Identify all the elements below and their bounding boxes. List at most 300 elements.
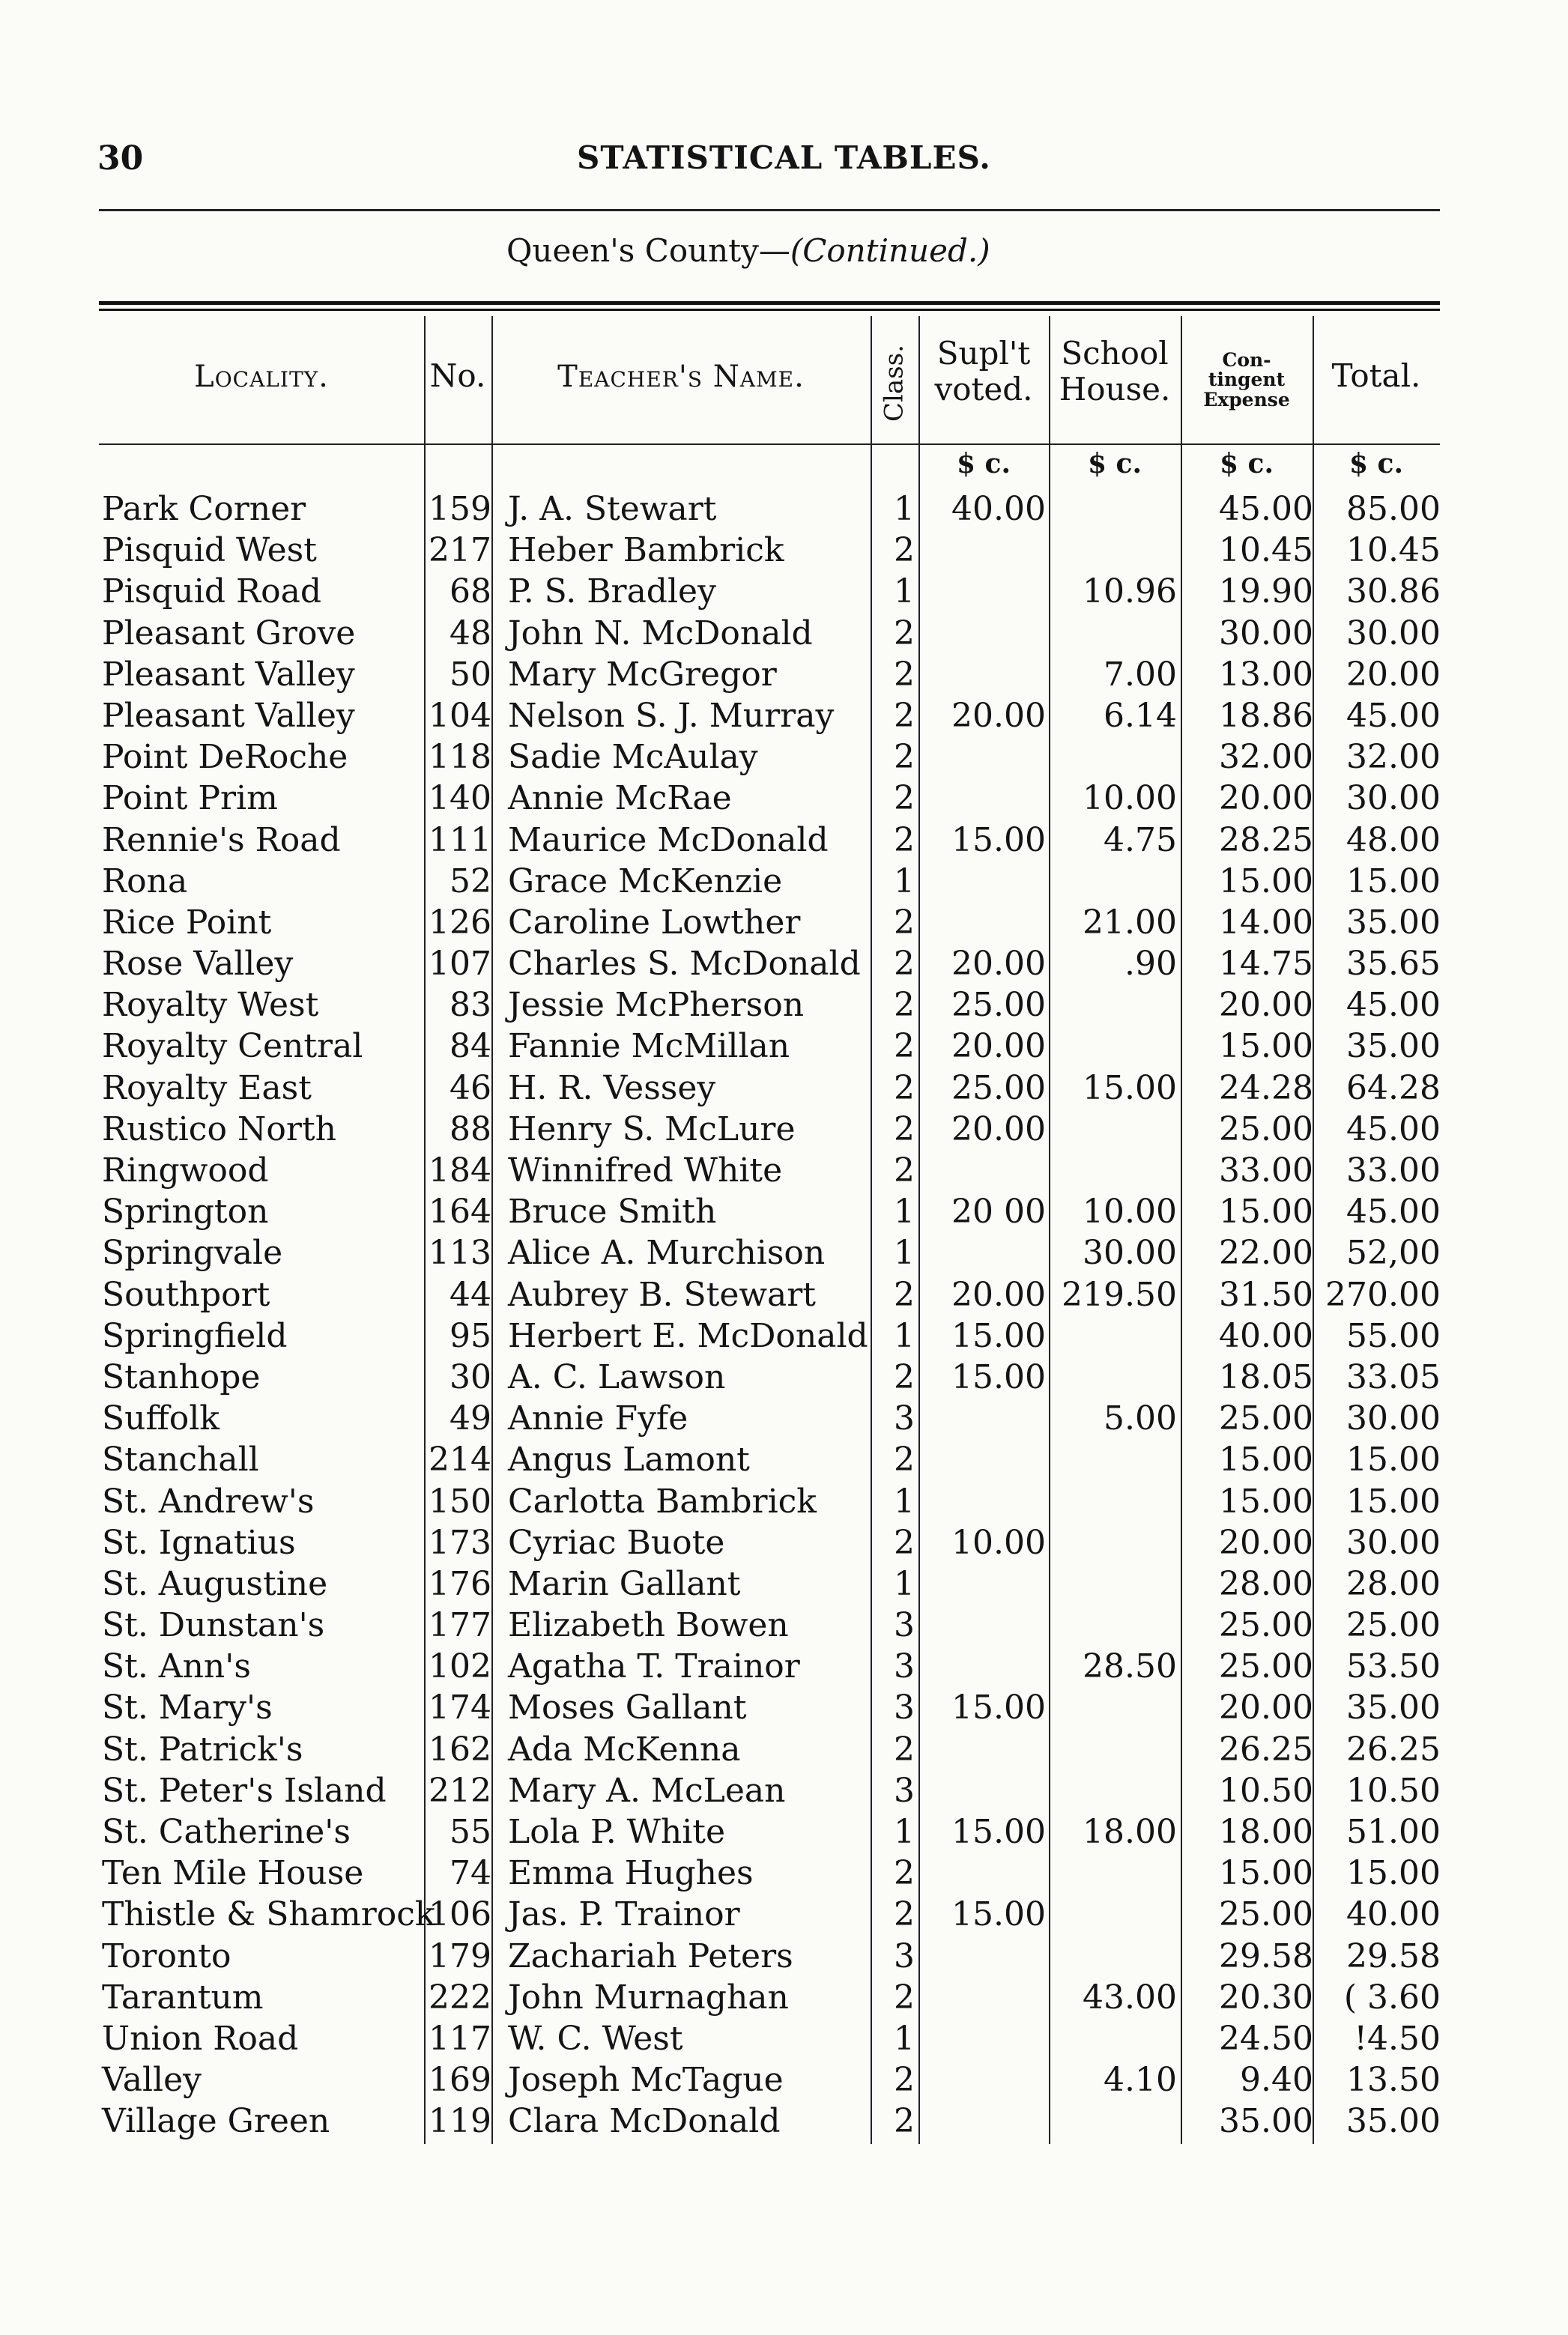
table-row (0, 943, 1568, 984)
header-cont-line2: tingent (1208, 369, 1286, 391)
cell-teacher: John Murnaghan (508, 1978, 789, 2017)
table-row (0, 1109, 1568, 1150)
cell-no: 83 (449, 986, 491, 1025)
cell-school-house: 43.00 (1083, 1978, 1177, 2017)
unit-contingent: $ c. (1219, 448, 1274, 479)
cell-total: 35.65 (1346, 945, 1441, 984)
cell-total: 45.00 (1346, 696, 1441, 735)
cell-total: 15.00 (1346, 1854, 1441, 1893)
cell-contingent: 15.00 (1219, 1441, 1313, 1480)
cell-supl-voted: 10.00 (951, 1523, 1046, 1562)
cell-teacher: Sadie McAulay (508, 738, 758, 777)
table-row (0, 1398, 1568, 1439)
cell-contingent: 45.00 (1219, 490, 1313, 528)
cell-locality: Stanhope (102, 1357, 261, 1396)
cell-total: 10.45 (1346, 531, 1441, 570)
cell-locality: Pleasant Grove (102, 614, 356, 652)
table-row (0, 1936, 1568, 1977)
cell-contingent: 20.00 (1219, 1689, 1313, 1727)
cell-locality: St. Catherine's (102, 1813, 351, 1851)
header-school-line2: House. (1059, 371, 1171, 408)
cell-contingent: 31.50 (1219, 1275, 1313, 1314)
cell-locality: Rose Valley (102, 945, 294, 984)
cell-no: 50 (449, 655, 491, 694)
table-row (0, 1315, 1568, 1357)
cell-locality: St. Andrew's (102, 1482, 315, 1521)
unit-supl: $ c. (956, 448, 1011, 479)
cell-teacher: Bruce Smith (508, 1193, 717, 1232)
header-supl (918, 336, 1049, 408)
cell-locality: St. Ann's (102, 1647, 251, 1686)
cell-school-house: 6.14 (1104, 696, 1177, 735)
cell-total: 52,00 (1346, 1234, 1441, 1273)
cell-total: 35.00 (1346, 2102, 1441, 2141)
cell-school-house: 10.00 (1083, 779, 1177, 818)
cell-no: 84 (449, 1027, 491, 1066)
cell-class: 2 (894, 779, 915, 818)
header-total: Total. (1331, 357, 1421, 394)
table-top-rule-2 (99, 309, 1440, 311)
cell-total: 28.00 (1346, 1564, 1441, 1603)
cell-class: 2 (894, 1441, 915, 1480)
cell-locality: Rona (102, 861, 188, 900)
running-head: STATISTICAL TABLES. (577, 139, 991, 176)
header-bottom-rule (99, 443, 1440, 445)
cell-teacher: Elizabeth Bowen (508, 1606, 789, 1645)
cell-school-house: 21.00 (1083, 903, 1177, 942)
cell-total: 29.58 (1346, 1936, 1441, 1975)
cell-class: 2 (894, 1068, 915, 1107)
cell-no: 104 (429, 696, 491, 735)
cell-teacher: Cyriac Buote (508, 1523, 725, 1562)
cell-locality: Rice Point (102, 903, 272, 942)
cell-teacher: Herbert E. McDonald (508, 1316, 868, 1355)
cell-no: 164 (429, 1193, 491, 1232)
cell-class: 2 (894, 1357, 915, 1396)
cell-teacher: Grace McKenzie (508, 861, 783, 900)
cell-locality: Valley (102, 2061, 202, 2100)
cell-locality: Pisquid West (102, 531, 317, 570)
cell-locality: Pleasant Valley (102, 696, 355, 735)
header-class (871, 322, 918, 442)
table-row (0, 1977, 1568, 2018)
cell-no: 212 (429, 1771, 491, 1810)
cell-school-house: 5.00 (1104, 1399, 1177, 1438)
cell-supl-voted: 20.00 (951, 696, 1046, 735)
cell-no: 179 (429, 1936, 491, 1975)
cell-no: 111 (429, 820, 491, 859)
cell-no: 68 (449, 572, 491, 611)
cell-class: 1 (894, 861, 915, 900)
cell-contingent: 15.00 (1219, 861, 1313, 900)
cell-locality: St. Mary's (102, 1689, 273, 1727)
cell-total: 85.00 (1346, 490, 1441, 528)
cell-teacher: Henry S. McLure (508, 1109, 796, 1148)
cell-locality: Springvale (102, 1234, 283, 1273)
cell-locality: St. Dunstan's (102, 1606, 325, 1645)
cell-teacher: Maurice McDonald (508, 820, 829, 859)
cell-contingent: 15.00 (1219, 1193, 1313, 1232)
cell-locality: Point Prim (102, 779, 278, 818)
cell-total: 32.00 (1346, 738, 1441, 777)
cell-school-house: 4.10 (1104, 2061, 1177, 2100)
table-row (0, 1026, 1568, 1067)
cell-total: 13.50 (1346, 2061, 1441, 2100)
cell-contingent: 13.00 (1219, 655, 1313, 694)
cell-teacher: Heber Bambrick (508, 531, 784, 570)
cell-class: 1 (894, 572, 915, 611)
cell-teacher: Jessie McPherson (508, 986, 805, 1025)
cell-class: 2 (894, 531, 915, 570)
cell-teacher: Alice A. Murchison (508, 1234, 826, 1273)
header-teacher: Teacher's Name. (557, 360, 805, 394)
cell-supl-voted: 20.00 (951, 1027, 1046, 1066)
cell-teacher: Zachariah Peters (508, 1936, 793, 1975)
cell-school-house: 28.50 (1083, 1647, 1177, 1686)
cell-locality: Stanchall (102, 1441, 259, 1480)
cell-locality: Royalty East (102, 1068, 312, 1107)
cell-class: 3 (894, 1771, 915, 1810)
cell-locality: Royalty Central (102, 1027, 363, 1066)
cell-class: 3 (894, 1689, 915, 1727)
cell-teacher: Charles S. McDonald (508, 945, 861, 984)
cell-school-house: 10.96 (1083, 572, 1177, 611)
cell-teacher: Ada McKenna (508, 1730, 741, 1769)
cell-no: 126 (429, 903, 491, 942)
cell-teacher: Clara McDonald (508, 2102, 781, 2141)
cell-contingent: 25.00 (1219, 1606, 1313, 1645)
cell-no: 177 (429, 1606, 491, 1645)
cell-total: 30.00 (1346, 614, 1441, 652)
table-row (0, 1563, 1568, 1605)
cell-locality: Rustico North (102, 1109, 336, 1148)
cell-no: 48 (449, 614, 491, 652)
head-rule (99, 209, 1440, 211)
cell-locality: Village Green (102, 2102, 330, 2141)
cell-locality: Union Road (102, 2019, 299, 2058)
cell-contingent: 32.00 (1219, 738, 1313, 777)
table-row (0, 1605, 1568, 1646)
cell-no: 140 (429, 779, 491, 818)
cell-locality: Rennie's Road (102, 820, 341, 859)
cell-contingent: 25.00 (1219, 1647, 1313, 1686)
cell-class: 2 (894, 738, 915, 777)
cell-total: 26.25 (1346, 1730, 1441, 1769)
cell-locality: Springfield (102, 1316, 288, 1355)
table-row (0, 530, 1568, 571)
header-locality: Locality. (194, 360, 329, 394)
cell-class: 2 (894, 1730, 915, 1769)
cell-school-house: .90 (1124, 945, 1177, 984)
cell-school-house: 18.00 (1083, 1813, 1177, 1851)
cell-school-house: 219.50 (1062, 1275, 1177, 1314)
table-row (0, 1729, 1568, 1770)
cell-locality: Springton (102, 1193, 269, 1232)
cell-contingent: 25.00 (1219, 1895, 1313, 1934)
table-row (0, 1853, 1568, 1894)
cell-total: 40.00 (1346, 1895, 1441, 1934)
cell-locality: Toronto (102, 1936, 231, 1975)
cell-contingent: 25.00 (1219, 1399, 1313, 1438)
table-row (0, 571, 1568, 612)
cell-contingent: 20.00 (1219, 986, 1313, 1025)
table-row (0, 820, 1568, 861)
cell-contingent: 18.05 (1219, 1357, 1313, 1396)
cell-teacher: H. R. Vessey (508, 1068, 716, 1107)
cell-class: 2 (894, 1978, 915, 2017)
page-number: 30 (97, 139, 144, 178)
unit-school: $ c. (1087, 448, 1142, 479)
cell-supl-voted: 20 00 (951, 1193, 1046, 1232)
cell-total: 51.00 (1346, 1813, 1441, 1851)
cell-total: 33.05 (1346, 1357, 1441, 1396)
cell-no: 169 (429, 2061, 491, 2100)
cell-class: 1 (894, 1564, 915, 1603)
cell-contingent: 35.00 (1219, 2102, 1313, 2141)
table-row (0, 1439, 1568, 1480)
cell-locality: Suffolk (102, 1399, 220, 1438)
cell-contingent: 22.00 (1219, 1234, 1313, 1273)
cell-contingent: 33.00 (1219, 1151, 1313, 1190)
table-row (0, 1191, 1568, 1232)
cell-class: 1 (894, 1813, 915, 1851)
cell-contingent: 28.00 (1219, 1564, 1313, 1603)
cell-contingent: 15.00 (1219, 1482, 1313, 1521)
cell-school-house: 15.00 (1083, 1068, 1177, 1107)
cell-teacher: Aubrey B. Stewart (508, 1275, 816, 1314)
cell-teacher: Agatha T. Trainor (508, 1647, 800, 1686)
cell-total: 15.00 (1346, 1441, 1441, 1480)
cell-contingent: 26.25 (1219, 1730, 1313, 1769)
cell-school-house: 10.00 (1083, 1193, 1177, 1232)
cell-no: 118 (429, 738, 491, 777)
cell-teacher: Mary A. McLean (508, 1771, 786, 1810)
cell-teacher: Carlotta Bambrick (508, 1482, 817, 1521)
cell-supl-voted: 20.00 (951, 1275, 1046, 1314)
cell-contingent: 9.40 (1240, 2061, 1313, 2100)
cell-no: 52 (449, 861, 491, 900)
cell-no: 222 (429, 1978, 491, 2017)
table-row (0, 1687, 1568, 1728)
cell-supl-voted: 25.00 (951, 986, 1046, 1025)
cell-supl-voted: 15.00 (951, 1813, 1046, 1851)
cell-no: 106 (429, 1895, 491, 1934)
cell-class: 2 (894, 1151, 915, 1190)
cell-class: 1 (894, 2019, 915, 2058)
cell-class: 2 (894, 696, 915, 735)
cell-total: 35.00 (1346, 1689, 1441, 1727)
cell-contingent: 20.30 (1219, 1978, 1313, 2017)
cell-class: 1 (894, 1193, 915, 1232)
cell-locality: Ten Mile House (102, 1854, 364, 1893)
cell-contingent: 14.00 (1219, 903, 1313, 942)
cell-contingent: 10.50 (1219, 1771, 1313, 1810)
cell-locality: Pisquid Road (102, 572, 322, 611)
cell-class: 2 (894, 1109, 915, 1148)
cell-no: 150 (429, 1482, 491, 1521)
cell-total: 45.00 (1346, 986, 1441, 1025)
cell-class: 2 (894, 2102, 915, 2141)
cell-total: 25.00 (1346, 1606, 1441, 1645)
cell-total: 15.00 (1346, 1482, 1441, 1521)
cell-teacher: Moses Gallant (508, 1689, 747, 1727)
cell-locality: St. Augustine (102, 1564, 328, 1603)
cell-teacher: W. C. West (508, 2019, 683, 2058)
table-row (0, 654, 1568, 695)
cell-total: ( 3.60 (1343, 1978, 1441, 2017)
table-row (0, 2101, 1568, 2142)
cell-class: 3 (894, 1647, 915, 1686)
cell-class: 1 (894, 1482, 915, 1521)
table-row (0, 1646, 1568, 1687)
cell-class: 2 (894, 2061, 915, 2100)
cell-total: 30.00 (1346, 779, 1441, 818)
cell-total: 35.00 (1346, 1027, 1441, 1066)
cell-school-house: 30.00 (1083, 1234, 1177, 1273)
cell-class: 2 (894, 986, 915, 1025)
cell-no: 113 (429, 1234, 491, 1273)
cell-no: 95 (449, 1316, 491, 1355)
cell-contingent: 29.58 (1219, 1936, 1313, 1975)
cell-contingent: 24.50 (1219, 2019, 1313, 2058)
cell-total: 30.86 (1346, 572, 1441, 611)
cell-class: 2 (894, 1275, 915, 1314)
table-row (0, 984, 1568, 1026)
cell-locality: Park Corner (102, 490, 306, 528)
table-row (0, 695, 1568, 736)
cell-contingent: 10.45 (1219, 531, 1313, 570)
cell-total: 64.28 (1346, 1068, 1441, 1107)
cell-class: 2 (894, 614, 915, 652)
cell-teacher: Angus Lamont (508, 1441, 750, 1480)
cell-no: 74 (449, 1854, 491, 1893)
cell-class: 2 (894, 820, 915, 859)
table-row (0, 1770, 1568, 1811)
cell-no: 44 (449, 1275, 491, 1314)
cell-class: 3 (894, 1399, 915, 1438)
table-row (0, 1150, 1568, 1191)
cell-contingent: 30.00 (1219, 614, 1313, 652)
cell-total: 10.50 (1346, 1771, 1441, 1810)
table-body (0, 488, 1568, 2142)
cell-total: 45.00 (1346, 1109, 1441, 1148)
table-row (0, 2059, 1568, 2101)
cell-teacher: Fannie McMillan (508, 1027, 790, 1066)
cell-teacher: Emma Hughes (508, 1854, 754, 1893)
cell-total: 30.00 (1346, 1523, 1441, 1562)
cell-teacher: Marin Gallant (508, 1564, 741, 1603)
cell-no: 214 (429, 1441, 491, 1480)
cell-teacher: P. S. Bradley (508, 572, 716, 611)
cell-teacher: Lola P. White (508, 1813, 726, 1851)
cell-class: 2 (894, 1523, 915, 1562)
table-row (0, 1522, 1568, 1563)
cell-class: 1 (894, 1234, 915, 1273)
cell-locality: Tarantum (102, 1978, 264, 2017)
cell-contingent: 25.00 (1219, 1109, 1313, 1148)
table-row (0, 778, 1568, 819)
cell-total: 48.00 (1346, 820, 1441, 859)
table-row (0, 2018, 1568, 2059)
cell-total: 30.00 (1346, 1399, 1441, 1438)
cell-total: 35.00 (1346, 903, 1441, 942)
cell-no: 217 (429, 531, 491, 570)
section-title-continued: (Continued.) (790, 232, 990, 269)
cell-supl-voted: 40.00 (951, 490, 1046, 528)
table-row (0, 488, 1568, 530)
unit-total: $ c. (1348, 448, 1404, 479)
cell-teacher: Jas. P. Trainor (508, 1895, 740, 1934)
header-cont-line3: Expense (1203, 388, 1290, 411)
cell-locality: Southport (102, 1275, 270, 1314)
cell-total: !4.50 (1354, 2019, 1441, 2058)
header-class-label: Class. (879, 345, 909, 422)
cell-class: 2 (894, 903, 915, 942)
cell-locality: St. Ignatius (102, 1523, 296, 1562)
header-cont-line1: Con- (1222, 349, 1271, 371)
cell-contingent: 15.00 (1219, 1027, 1313, 1066)
section-title (506, 232, 990, 269)
cell-supl-voted: 20.00 (951, 945, 1046, 984)
cell-school-house: 4.75 (1104, 820, 1177, 859)
cell-class: 3 (894, 1936, 915, 1975)
cell-teacher: Mary McGregor (508, 655, 777, 694)
table-row (0, 1481, 1568, 1522)
cell-teacher: A. C. Lawson (508, 1357, 726, 1396)
cell-contingent: 15.00 (1219, 1854, 1313, 1893)
table-row (0, 1811, 1568, 1853)
cell-supl-voted: 15.00 (951, 1895, 1046, 1934)
section-title-text: Queen's County— (506, 232, 790, 269)
cell-supl-voted: 20.00 (951, 1109, 1046, 1148)
table-row (0, 1232, 1568, 1274)
cell-class: 2 (894, 945, 915, 984)
table-row (0, 861, 1568, 902)
cell-total: 45.00 (1346, 1193, 1441, 1232)
header-school-line1: School (1061, 335, 1169, 372)
table-row (0, 1357, 1568, 1398)
cell-locality: St. Patrick's (102, 1730, 303, 1769)
cell-contingent: 40.00 (1219, 1316, 1313, 1355)
cell-no: 117 (429, 2019, 491, 2058)
cell-locality: St. Peter's Island (102, 1771, 387, 1810)
cell-supl-voted: 15.00 (951, 820, 1046, 859)
table-row (0, 1274, 1568, 1315)
cell-locality: Ringwood (102, 1151, 269, 1190)
cell-class: 2 (894, 1027, 915, 1066)
cell-teacher: Nelson S. J. Murray (508, 696, 835, 735)
cell-contingent: 28.25 (1219, 820, 1313, 859)
cell-class: 2 (894, 1854, 915, 1893)
cell-total: 53.50 (1346, 1647, 1441, 1686)
cell-no: 49 (449, 1399, 491, 1438)
header-contingent (1181, 351, 1313, 410)
cell-contingent: 18.00 (1219, 1813, 1313, 1851)
cell-school-house: 7.00 (1104, 655, 1177, 694)
cell-no: 184 (429, 1151, 491, 1190)
table-top-rule (99, 301, 1440, 305)
cell-locality: Point DeRoche (102, 738, 348, 777)
cell-no: 46 (449, 1068, 491, 1107)
cell-no: 176 (429, 1564, 491, 1603)
cell-no: 88 (449, 1109, 491, 1148)
cell-class: 3 (894, 1606, 915, 1645)
cell-contingent: 20.00 (1219, 779, 1313, 818)
table-row (0, 736, 1568, 778)
cell-total: 20.00 (1346, 655, 1441, 694)
cell-no: 174 (429, 1689, 491, 1727)
cell-class: 2 (894, 1895, 915, 1934)
